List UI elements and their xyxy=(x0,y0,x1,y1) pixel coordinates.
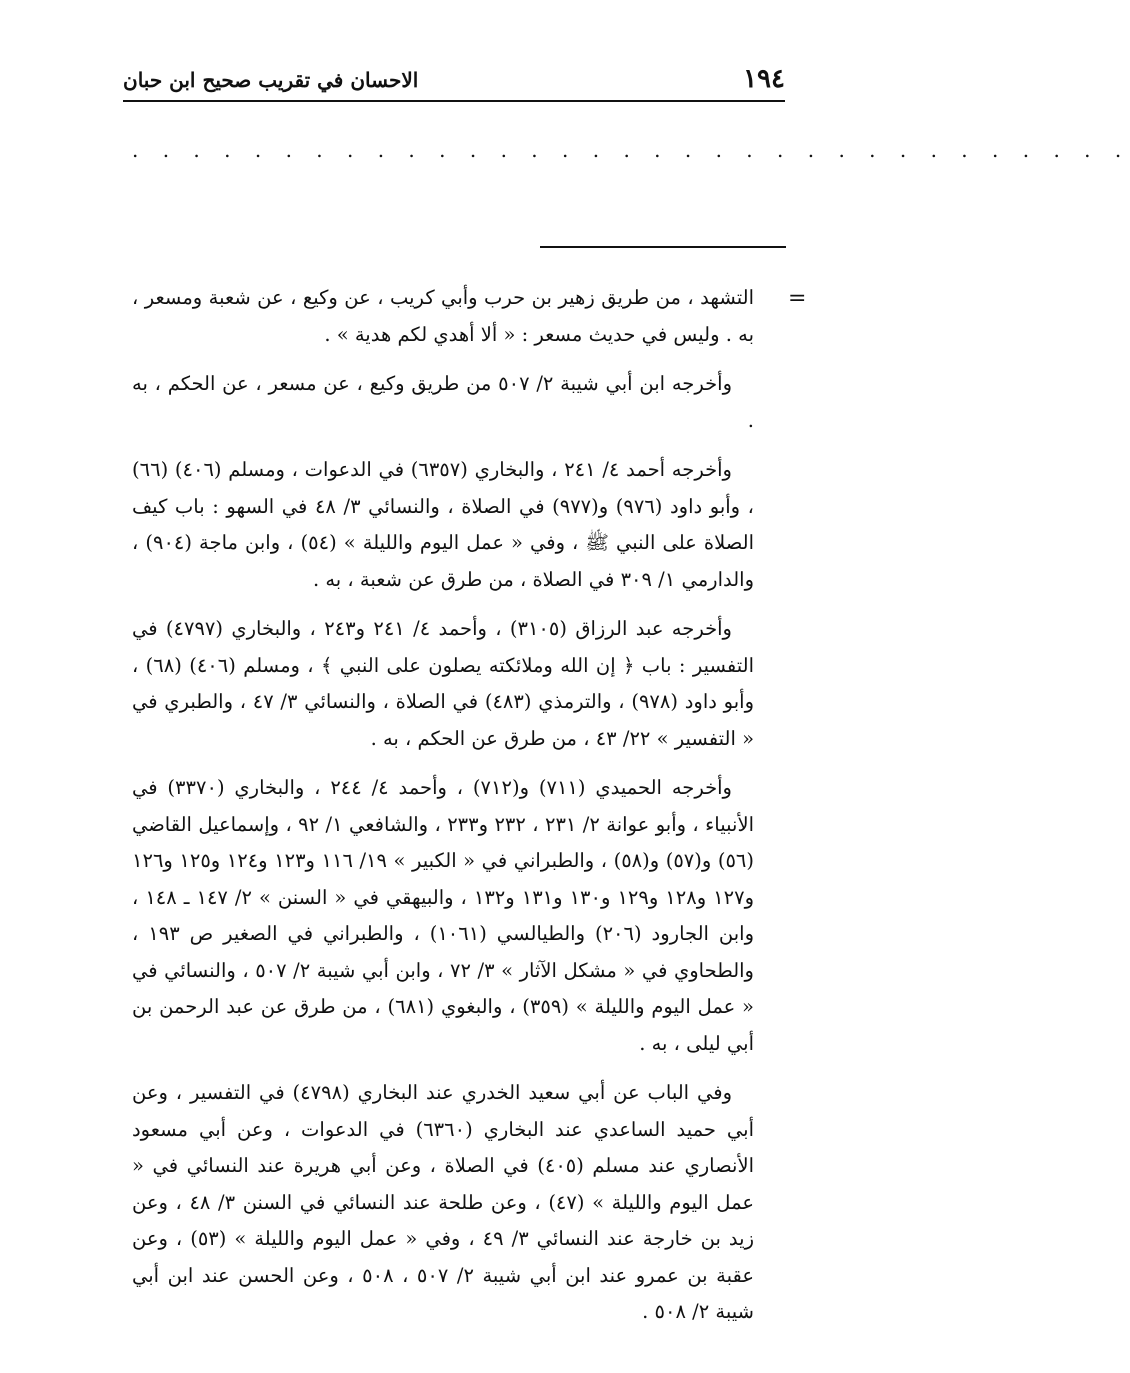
page-header xyxy=(123,60,785,102)
footnote-paragraph: وأخرجه أحمد ٤/ ٢٤١ ، والبخاري (٦٣٥٧) في الدعوات ، ومسلم (٤٠٦) (٦٦) ، وأبو داود (٩٧٦) و(٩٧٧) في الصلاة ، والنسائي ٣/ ٤٨ في السهو : باب كيف الصلاة على النبي ﷺ ، وفي « عمل اليوم والليلة » (٥٤) ، وابن ماجة (٩٠٤) ، والدارمي ١/ ٣٠٩ في الصلاة ، من طرق عن شعبة ، به . xyxy=(132,458,754,591)
footnote-paragraph: وأخرجه ابن أبي شيبة ٢/ ٥٠٧ من طريق وكيع ، عن مسعر ، عن الحكم ، به . xyxy=(132,372,754,432)
footnote-rule xyxy=(540,246,786,248)
continuation-marker: = xyxy=(788,286,807,311)
footnote-paragraph: وأخرجه عبد الرزاق (٣١٠٥) ، وأحمد ٤/ ٢٤١ و٢٤٣ ، والبخاري (٤٧٩٧) في التفسير : باب ﴿ إن الله وملائكته يصلون على النبي ﴾ ، ومسلم (٤٠٦) (٦٨) ، وأبو داود (٩٧٨) ، والترمذي (٤٨٣) في الصلاة ، والنسائي ٣/ ٤٧ ، والطبري في « التفسير » ٢٢/ ٤٣ ، من طرق عن الحكم ، به . xyxy=(132,617,754,750)
ellipsis-separator: . . . . . . . . . . . . . . . . . . . . . . . . . . . . . . . . . xyxy=(132,138,1130,162)
footnote-paragraph: التشهد ، من طريق زهير بن حرب وأبي كريب ، عن وكيع ، عن شعبة ومسعر ، به . وليس في حديث مسعر : « ألا أهدي لكم هدية » . xyxy=(132,286,754,346)
running-title: الاحسان في تقريب صحيح ابن حبان xyxy=(123,68,419,92)
footnotes-body xyxy=(132,280,754,1344)
footnote-paragraph: وأخرجه الحميدي (٧١١) و(٧١٢) ، وأحمد ٤/ ٢٤٤ ، والبخاري (٣٣٧٠) في الأنبياء ، وأبو عوانة ٢/ ٢٣١ ، ٢٣٢ و٢٣٣ ، والشافعي ١/ ٩٢ ، وإسماعيل القاضي (٥٦) و(٥٧) و(٥٨) ، والطبراني في « الكبير » ١٩/ ١١٦ و١٢٣ و١٢٤ و١٢٥ و١٢٦ و١٢٧ و١٢٨ و١٢٩ و١٣٠ و١٣١ و١٣٢ ، والبيهقي في « السنن » ٢/ ١٤٧ ـ ١٤٨ ، وابن الجارود (٢٠٦) والطيالسي (١٠٦١) ، والطبراني في الصغير ص ١٩٣ ، والطحاوي في « مشكل الآثار » ٣/ ٧٢ ، وابن أبي شيبة ٢/ ٥٠٧ ، والنسائي في « عمل اليوم والليلة » (٣٥٩) ، والبغوي (٦٨١) ، من طرق عن عبد الرحمن بن أبي ليلى ، به . xyxy=(132,776,755,1055)
page-number: ١٩٤ xyxy=(743,64,785,94)
footnote-paragraph: وفي الباب عن أبي سعيد الخدري عند البخاري (٤٧٩٨) في التفسير ، وعن أبي حميد الساعدي عند البخاري (٦٣٦٠) في الدعوات ، وعن أبي مسعود الأنصاري عند مسلم (٤٠٥) في الصلاة ، وعن أبي هريرة عند النسائي في « عمل اليوم والليلة » (٤٧) ، وعن طلحة عند النسائي في السنن ٣/ ٤٨ ، وعن زيد بن خارجة عند النسائي ٣/ ٤٩ ، وفي « عمل اليوم والليلة » (٥٣) ، وعن عقبة بن عمرو عند ابن أبي شيبة ٢/ ٥٠٧ ، ٥٠٨ ، وعن الحسن عند ابن أبي شيبة ٢/ ٥٠٨ . xyxy=(132,1081,755,1323)
